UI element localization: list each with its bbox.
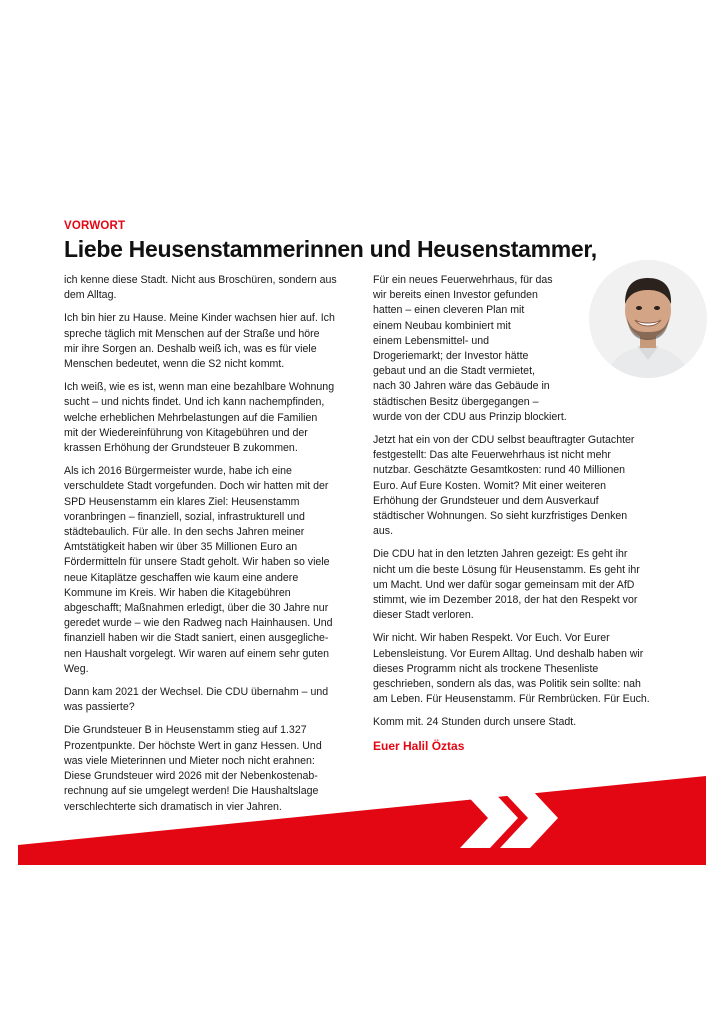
text-line: Lebensleistung. Vor Eurem Alltag. Und deshalb haben wir xyxy=(373,647,644,660)
text-line: Diese Grundsteuer wird 2026 mit der Nebenkostenab- xyxy=(64,770,318,783)
text-line: städtebaulich. Für alle. In den sechs Jahren meiner xyxy=(64,526,305,539)
text-line: Weg. xyxy=(64,662,89,675)
text-line: geschrieben, sondern als das, was Politik sein sollte: nah xyxy=(373,678,641,691)
text-line: sucht – und nichts findet. Und ich kann nachempfinden, xyxy=(64,396,325,409)
text-line: nen Haushalt vorgelegt. Wir waren auf einem sehr guten xyxy=(64,647,329,660)
page-headline: Liebe Heusenstammerinnen und Heusenstammer, xyxy=(64,236,597,262)
text-line: wir bereits einen Investor gefunden xyxy=(373,289,538,302)
text-line: verschlechterte sich dramatisch in vier Jahren. xyxy=(64,800,282,813)
text-line: Prozentpunkte. Der höchste Wert in ganz Hessen. Und xyxy=(64,739,322,752)
text-line: städtischer Wohnungen. So sieht kurzfristiges Denken xyxy=(373,510,628,523)
text-line: Dann kam 2021 der Wechsel. Die CDU übernahm – und xyxy=(64,686,329,699)
text-line: dem Alltag. xyxy=(64,289,117,302)
paragraph xyxy=(373,433,673,539)
text-line: einem Neubau kombiniert mit xyxy=(373,319,511,332)
signature: Euer Halil Öztas xyxy=(373,738,465,753)
text-line: SPD Heusenstamm ein klares Ziel: Heusenstamm xyxy=(64,495,300,508)
text-line: ich kenne diese Stadt. Nicht aus Broschüren, sondern aus xyxy=(64,274,337,286)
text-line: Fördermitteln für unsere Stadt geholt. Wir haben so viele xyxy=(64,556,330,569)
text-line: neue Kitaplätze geschaffen wie kaum eine andere xyxy=(64,571,299,584)
text-line: Für ein neues Feuerwehrhaus, für das xyxy=(373,274,553,286)
text-line: Jetzt hat ein von der CDU selbst beauftragter Gutachter xyxy=(373,434,635,447)
portrait-photo xyxy=(589,260,707,378)
text-line: Die Grundsteuer B in Heusenstamm stieg auf 1.327 xyxy=(64,724,307,737)
text-line: Ich bin hier zu Hause. Meine Kinder wachsen hier auf. Ich xyxy=(64,312,335,325)
text-line: um Macht. Und wer dafür sogar gemeinsam mit der AfD xyxy=(373,578,635,591)
text-line: rechnung auf sie umgelegt werden! Die Haushaltslage xyxy=(64,785,319,798)
text-line: stimmt, wie im Dezember 2018, der hat den Respekt vor xyxy=(373,594,638,607)
footer-decoration xyxy=(0,760,724,870)
portrait-illustration xyxy=(589,260,707,378)
text-line: Euro. Auf Eure Kosten. Womit? Mit einer weiteren xyxy=(373,479,606,492)
text-line: mir ihre Sorgen an. Deshalb weiß ich, was es für viele xyxy=(64,342,317,355)
text-line: Als ich 2016 Bürgermeister wurde, habe ich eine xyxy=(64,465,292,478)
text-line: wurde von der CDU aus Prinzip blockiert. xyxy=(373,410,567,423)
text-line: Die CDU hat in den letzten Jahren gezeigt: Es geht ihr xyxy=(373,548,628,561)
text-line: Kommune im Kreis. Wir haben die Kitagebühren xyxy=(64,586,291,599)
paragraph xyxy=(64,311,360,372)
paragraph xyxy=(373,547,673,623)
text-line: spreche täglich mit Menschen auf der Straße und höre xyxy=(64,327,320,340)
paragraph xyxy=(64,273,360,303)
text-line: aus. xyxy=(373,525,394,538)
text-line: dieser Stadt verloren. xyxy=(373,609,474,622)
text-line: Erhöhung der Grundsteuer und dem Ausverkauf xyxy=(373,494,599,507)
text-line: Ich weiß, wie es ist, wenn man eine bezahlbare Wohnung xyxy=(64,381,335,394)
text-line: hatten – einen cleveren Plan mit xyxy=(373,304,525,317)
text-line: verschuldete Stadt vorgefunden. Doch wir hatten mit der xyxy=(64,480,329,493)
text-line: Amtstätigkeit haben wir über 35 Millionen Euro an xyxy=(64,541,298,554)
paragraph xyxy=(373,631,673,707)
text-line: städtischen Besitz übergegangen – xyxy=(373,395,539,408)
text-line: Menschen bedeutet, wenn die S2 nicht kommt. xyxy=(64,358,285,371)
text-line: dieses Programm nicht als trockene Thesenliste xyxy=(373,662,599,675)
text-line: mit der Wiedereinführung von Kitagebühren und der xyxy=(64,426,308,439)
text-line: was passierte? xyxy=(64,701,135,714)
text-line: welche erheblichen Mehrbelastungen auf die Familien xyxy=(64,411,318,424)
text-line: Komm mit. 24 Stunden durch unsere Stadt. xyxy=(373,716,577,729)
text-line: nach 30 Jahren wäre das Gebäude in xyxy=(373,380,550,393)
text-line: nicht um die beste Lösung für Heusenstamm. Es geht ihr xyxy=(373,563,640,576)
text-line: geredet wurde – wie den Radweg nach Hainhausen. Und xyxy=(64,617,333,630)
text-line: nutzbar. Geschätzte Gesamtkosten: rund 40 Millionen xyxy=(373,464,626,477)
text-line: finanziell haben wir die Stadt saniert, einen ausgegliche- xyxy=(64,632,329,645)
text-line: abgeschafft; Maßnahmen erledigt, über die 30 Jahre nur xyxy=(64,602,329,615)
paragraph xyxy=(373,715,673,730)
paragraph xyxy=(64,464,360,677)
paragraph xyxy=(64,685,360,715)
text-line: Wir nicht. Wir haben Respekt. Vor Euch. Vor Eurer xyxy=(373,632,610,645)
text-line: gebaut und an die Stadt vermietet, xyxy=(373,365,535,378)
section-kicker: VORWORT xyxy=(64,220,126,232)
text-line: was viele Mieterinnen und Mieter noch nicht erahnen: xyxy=(64,754,315,767)
text-line: am Leben. Für Heusenstamm. Für Rembrücken. Für Euch. xyxy=(373,693,650,706)
text-line: einem Lebensmittel- und xyxy=(373,334,490,347)
paragraph xyxy=(64,380,360,456)
text-line: krassen Erhöhung der Grundsteuer B zukommen. xyxy=(64,442,298,455)
red-diagonal-band xyxy=(18,776,706,865)
text-line: Drogeriemarkt; der Investor hätte xyxy=(373,350,529,363)
text-line: voranbringen – finanziell, sozial, infrastrukturell und xyxy=(64,510,305,523)
left-text-column xyxy=(64,273,360,823)
text-line: festgestellt: Das alte Feuerwehrhaus ist nicht mehr xyxy=(373,449,611,462)
